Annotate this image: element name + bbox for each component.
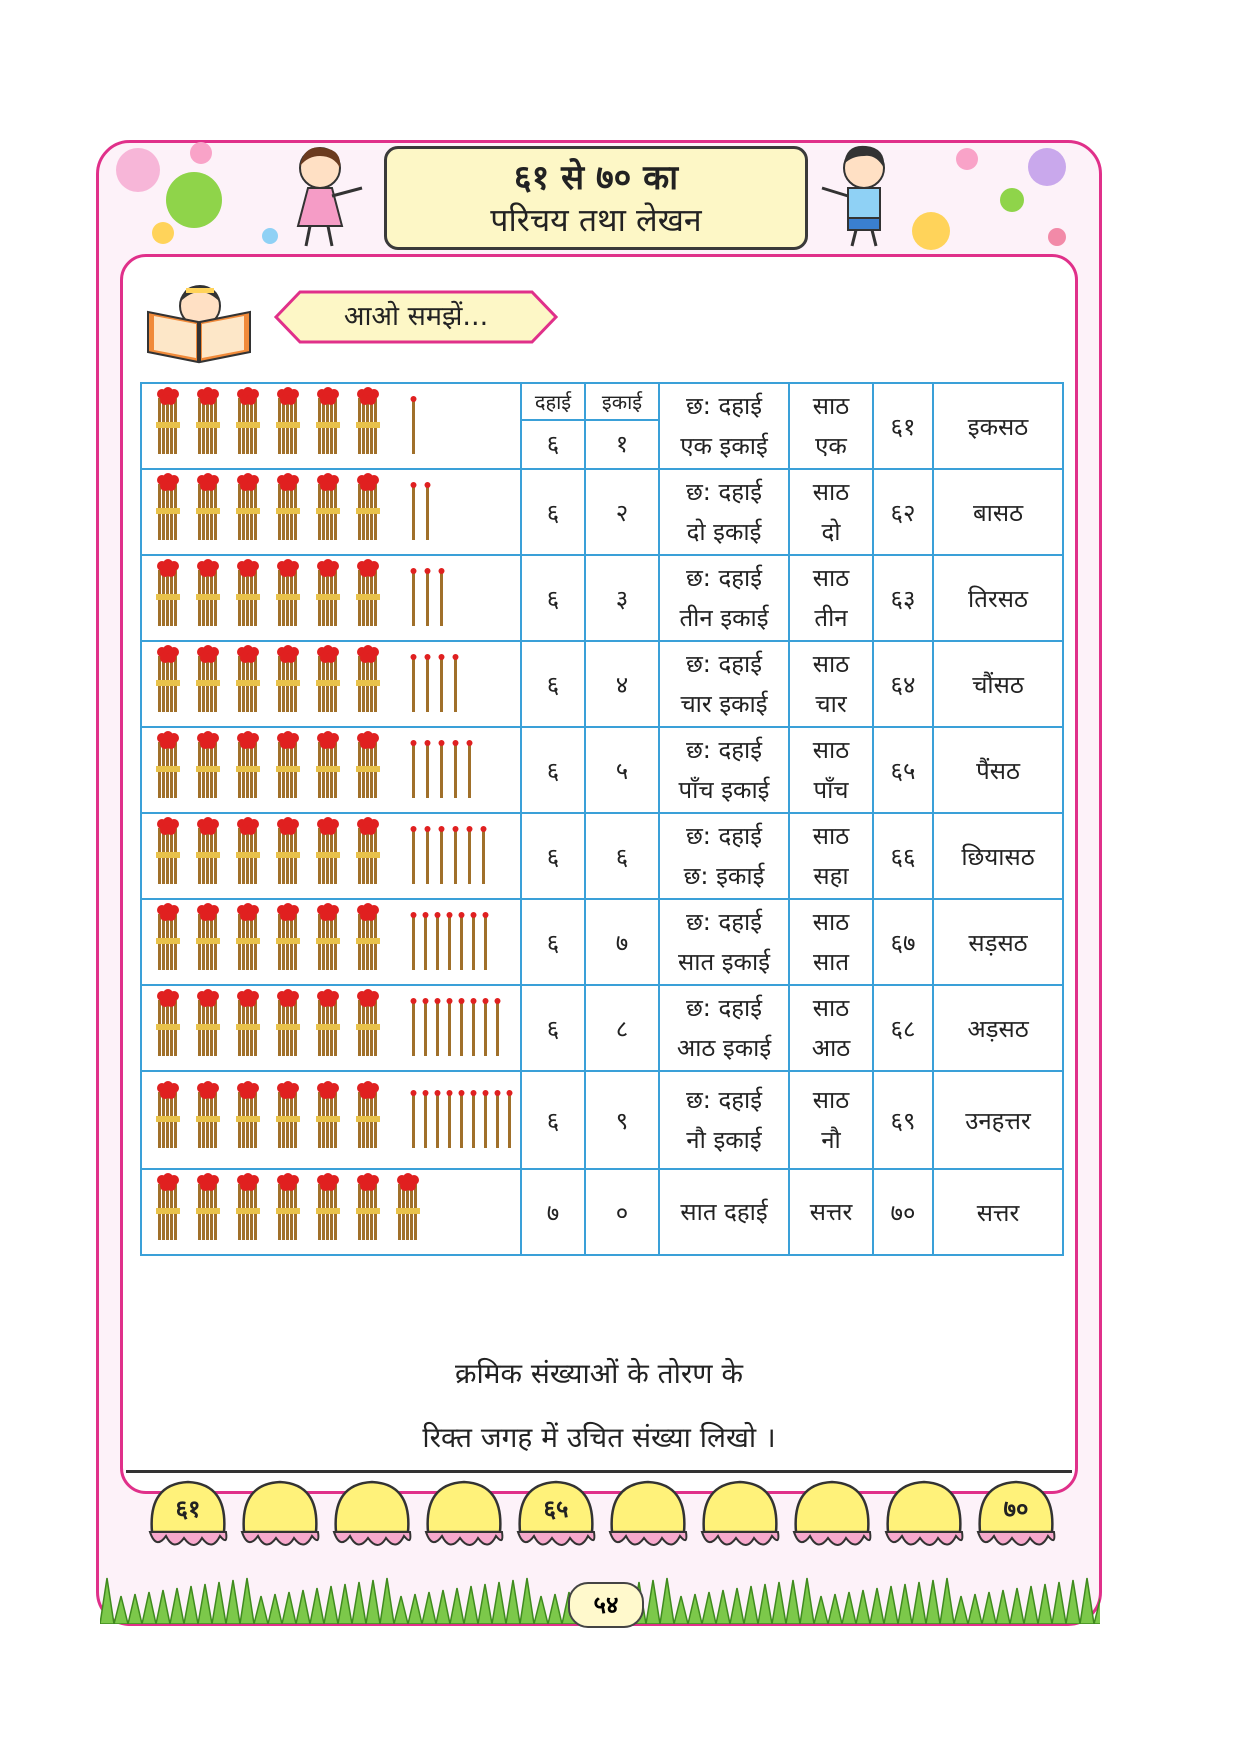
matchstick — [423, 912, 429, 970]
matchstick-bundle — [196, 731, 220, 798]
matchstick-bundle — [276, 1081, 300, 1148]
description-cell: छ: दहाई चार इकाई — [659, 641, 789, 727]
matchstick-bundle — [356, 989, 380, 1056]
matchstick-bundle — [356, 559, 380, 626]
matchstick — [447, 912, 453, 970]
tens-cell: ६ — [521, 555, 585, 641]
matchstick — [495, 1090, 501, 1148]
matchstick — [425, 654, 431, 712]
tens-header: दहाई — [522, 384, 584, 421]
matchstick-picture — [141, 813, 521, 899]
table-row — [141, 813, 1063, 899]
matchstick-bundle — [156, 387, 180, 454]
decor-circle — [166, 172, 222, 228]
number-name-cell: चौंसठ — [933, 641, 1063, 727]
numeral-cell: ७० — [873, 1169, 933, 1255]
decor-circle — [956, 148, 978, 170]
description-cell: छ: दहाई पाँच इकाई — [659, 727, 789, 813]
description-cell: छ: दहाई एक इकाई — [659, 383, 789, 469]
instruction-line-2: रिक्त जगह में उचित संख्या लिखो । — [422, 1421, 776, 1454]
description-cell: छ: दहाई तीन इकाई — [659, 555, 789, 641]
matchstick — [425, 568, 431, 626]
toran-blank-flower[interactable] — [604, 1476, 692, 1556]
description-cell: छ: दहाई सात इकाई — [659, 899, 789, 985]
matchstick-picture — [141, 641, 521, 727]
matchstick — [459, 1090, 465, 1148]
matchstick-bundle — [156, 903, 180, 970]
ones-header: इकाई — [586, 384, 658, 421]
table-row — [141, 383, 1063, 469]
matchstick — [411, 1090, 417, 1148]
section-label-text: आओ समझें... — [343, 301, 489, 332]
toran-flower — [512, 1476, 600, 1556]
reading-child-icon — [144, 282, 254, 364]
boy-illustration — [820, 142, 900, 250]
numeral-cell: ६५ — [873, 727, 933, 813]
table-row — [141, 727, 1063, 813]
number-name-cell: बासठ — [933, 469, 1063, 555]
matchstick — [467, 826, 473, 884]
matchstick-bundle — [356, 903, 380, 970]
matchstick — [459, 912, 465, 970]
title-line-1: ६१ से ७० का — [513, 158, 679, 198]
number-name-cell: इकसठ — [933, 383, 1063, 469]
ones-cell: ० — [585, 1169, 659, 1255]
matchstick-picture — [141, 985, 521, 1071]
matchstick-picture — [141, 1071, 521, 1169]
description-cell: सात दहाई — [659, 1169, 789, 1255]
matchstick-bundle — [316, 645, 340, 712]
matchstick-bundle — [316, 731, 340, 798]
table-row — [141, 469, 1063, 555]
matchstick-bundle — [316, 473, 340, 540]
toran-number: ७० — [1003, 1495, 1029, 1523]
section-label — [274, 290, 558, 344]
matchstick — [423, 1090, 429, 1148]
matchstick-bundle — [236, 559, 260, 626]
toran-number: ६५ — [543, 1495, 569, 1523]
digit: १ — [615, 430, 629, 458]
matchstick — [467, 740, 473, 798]
matchstick — [425, 740, 431, 798]
ones-cell: ९ — [585, 1071, 659, 1169]
matchstick-bundle — [356, 645, 380, 712]
matchstick-bundle — [196, 903, 220, 970]
number-name-cell: छियासठ — [933, 813, 1063, 899]
matchstick-bundle — [156, 473, 180, 540]
matchstick-bundle — [356, 731, 380, 798]
matchstick-bundle — [236, 387, 260, 454]
description-cell: छ: दहाई छ: इकाई — [659, 813, 789, 899]
number-name-cell: तिरसठ — [933, 555, 1063, 641]
matchstick — [453, 826, 459, 884]
numeral-cell: ६३ — [873, 555, 933, 641]
title-line-2: परिचय तथा लेखन — [490, 201, 702, 239]
matchstick — [447, 1090, 453, 1148]
tens-cell: ६ — [521, 469, 585, 555]
ones-cell: ४ — [585, 641, 659, 727]
matchstick-bundle — [356, 1173, 380, 1240]
matchstick — [507, 1090, 513, 1148]
matchstick — [411, 482, 417, 540]
toran-blank-flower[interactable] — [236, 1476, 324, 1556]
matchstick — [435, 912, 441, 970]
matchstick-bundle — [236, 1173, 260, 1240]
word-cell: साठ दो — [789, 469, 873, 555]
matchstick — [411, 826, 417, 884]
matchstick — [439, 654, 445, 712]
matchstick-bundle — [236, 645, 260, 712]
tens-cell: ६ — [521, 727, 585, 813]
word-cell: साठ सहा — [789, 813, 873, 899]
decor-circle — [1048, 228, 1066, 246]
toran-flower — [972, 1476, 1060, 1556]
matchstick — [459, 998, 465, 1056]
matchstick-bundle — [156, 1173, 180, 1240]
matchstick-bundle — [196, 1081, 220, 1148]
matchstick-bundle — [276, 645, 300, 712]
description-cell: छ: दहाई दो इकाई — [659, 469, 789, 555]
matchstick — [439, 568, 445, 626]
matchstick-bundle — [316, 1173, 340, 1240]
table-row — [141, 899, 1063, 985]
matchstick-bundle — [316, 387, 340, 454]
matchstick-bundle — [276, 903, 300, 970]
matchstick — [453, 654, 459, 712]
numeral-cell: ६७ — [873, 899, 933, 985]
matchstick-bundle — [196, 645, 220, 712]
matchstick-bundle — [156, 1081, 180, 1148]
matchstick — [483, 912, 489, 970]
matchstick-picture — [141, 899, 521, 985]
matchstick-bundle — [196, 473, 220, 540]
matchstick — [439, 826, 445, 884]
number-name-cell: सड़सठ — [933, 899, 1063, 985]
matchstick-bundle — [196, 989, 220, 1056]
matchstick-bundle — [196, 1173, 220, 1240]
toran-blank-flower[interactable] — [788, 1476, 876, 1556]
instruction-line-1: क्रमिक संख्याओं के तोरण के — [455, 1357, 743, 1390]
girl-illustration — [284, 142, 364, 250]
ones-cell: ८ — [585, 985, 659, 1071]
matchstick-bundle — [156, 989, 180, 1056]
matchstick — [423, 998, 429, 1056]
matchstick — [435, 998, 441, 1056]
tens-cell: ६ — [521, 641, 585, 727]
matchstick-bundle — [156, 817, 180, 884]
word-cell: साठ चार — [789, 641, 873, 727]
word-cell: साठ सात — [789, 899, 873, 985]
decor-circle — [190, 142, 212, 164]
word-cell: साठ पाँच — [789, 727, 873, 813]
numeral-cell: ६२ — [873, 469, 933, 555]
matchstick-bundle — [316, 1081, 340, 1148]
matchstick-bundle — [236, 473, 260, 540]
matchstick — [411, 740, 417, 798]
matchstick-bundle — [156, 559, 180, 626]
decor-circle — [262, 228, 278, 244]
matchstick-bundle — [276, 1173, 300, 1240]
decor-circle — [116, 148, 160, 192]
ones-cell: ३ — [585, 555, 659, 641]
numeral-cell: ६४ — [873, 641, 933, 727]
tens-cell: ७ — [521, 1169, 585, 1255]
matchstick-bundle — [196, 817, 220, 884]
matchstick-bundle — [236, 1081, 260, 1148]
table-row — [141, 985, 1063, 1071]
matchstick-bundle — [316, 989, 340, 1056]
number-name-cell: सत्तर — [933, 1169, 1063, 1255]
numeral-cell: ६१ — [873, 383, 933, 469]
matchstick-picture — [141, 727, 521, 813]
matchstick-bundle — [196, 387, 220, 454]
tens-cell: ६ — [521, 1071, 585, 1169]
decor-circle — [152, 222, 174, 244]
ones-cell: ७ — [585, 899, 659, 985]
ones-cell: ५ — [585, 727, 659, 813]
matchstick — [483, 1090, 489, 1148]
matchstick-bundle — [196, 559, 220, 626]
toran-string — [126, 1470, 1072, 1473]
word-cell: साठ आठ — [789, 985, 873, 1071]
word-cell: साठ एक — [789, 383, 873, 469]
toran-blank-flower[interactable] — [880, 1476, 968, 1556]
table-row — [141, 555, 1063, 641]
tens-cell — [521, 383, 585, 469]
tens-cell: ६ — [521, 813, 585, 899]
toran-blank-flower[interactable] — [696, 1476, 784, 1556]
toran-number: ६१ — [175, 1495, 201, 1523]
digit: ६ — [546, 430, 560, 458]
matchstick-bundle — [156, 731, 180, 798]
toran-blank-flower[interactable] — [420, 1476, 508, 1556]
matchstick-bundle — [356, 817, 380, 884]
matchstick-bundle — [316, 817, 340, 884]
toran-blank-flower[interactable] — [328, 1476, 416, 1556]
matchstick-bundle — [276, 473, 300, 540]
matchstick-bundle — [396, 1173, 420, 1240]
number-table — [140, 382, 1064, 1256]
tens-cell: ६ — [521, 985, 585, 1071]
matchstick-bundle — [276, 989, 300, 1056]
matchstick-picture — [141, 1169, 521, 1255]
matchstick-picture — [141, 469, 521, 555]
matchstick — [471, 912, 477, 970]
matchstick-bundle — [356, 1081, 380, 1148]
matchstick — [411, 998, 417, 1056]
tens-cell: ६ — [521, 899, 585, 985]
matchstick-picture — [141, 383, 521, 469]
table-row — [141, 1169, 1063, 1255]
description-cell: छ: दहाई नौ इकाई — [659, 1071, 789, 1169]
matchstick — [471, 1090, 477, 1148]
matchstick-bundle — [316, 559, 340, 626]
matchstick-bundle — [236, 989, 260, 1056]
ones-cell: ६ — [585, 813, 659, 899]
ones-cell: २ — [585, 469, 659, 555]
matchstick — [411, 568, 417, 626]
word-cell: साठ नौ — [789, 1071, 873, 1169]
matchstick-bundle — [156, 645, 180, 712]
numeral-cell: ६६ — [873, 813, 933, 899]
matchstick — [481, 826, 487, 884]
description-cell: छ: दहाई आठ इकाई — [659, 985, 789, 1071]
page-number: ५४ — [568, 1582, 644, 1628]
number-name-cell: पैंसठ — [933, 727, 1063, 813]
word-cell: सत्तर — [789, 1169, 873, 1255]
matchstick-bundle — [236, 903, 260, 970]
numeral-cell: ६९ — [873, 1071, 933, 1169]
matchstick-bundle — [236, 817, 260, 884]
matchstick-bundle — [236, 731, 260, 798]
decor-circle — [1028, 148, 1066, 186]
matchstick-bundle — [276, 387, 300, 454]
matchstick — [425, 482, 431, 540]
toran-flower — [144, 1476, 232, 1556]
matchstick — [435, 1090, 441, 1148]
ones-cell — [585, 383, 659, 469]
matchstick — [425, 826, 431, 884]
number-name-cell: अड़सठ — [933, 985, 1063, 1071]
matchstick — [471, 998, 477, 1056]
matchstick-picture — [141, 555, 521, 641]
matchstick — [453, 740, 459, 798]
matchstick-bundle — [276, 731, 300, 798]
matchstick — [483, 998, 489, 1056]
word-cell: साठ तीन — [789, 555, 873, 641]
matchstick-bundle — [356, 473, 380, 540]
numeral-cell: ६८ — [873, 985, 933, 1071]
matchstick-bundle — [356, 387, 380, 454]
table-row — [141, 641, 1063, 727]
matchstick — [439, 740, 445, 798]
matchstick — [411, 654, 417, 712]
decor-circle — [1000, 188, 1024, 212]
matchstick-bundle — [276, 559, 300, 626]
number-name-cell: उनहत्तर — [933, 1071, 1063, 1169]
table-row — [141, 1071, 1063, 1169]
matchstick-bundle — [316, 903, 340, 970]
decor-circle — [912, 212, 950, 250]
matchstick-bundle — [276, 817, 300, 884]
matchstick — [411, 912, 417, 970]
matchstick — [495, 998, 501, 1056]
title-banner — [384, 146, 808, 250]
matchstick — [411, 396, 417, 454]
matchstick — [447, 998, 453, 1056]
